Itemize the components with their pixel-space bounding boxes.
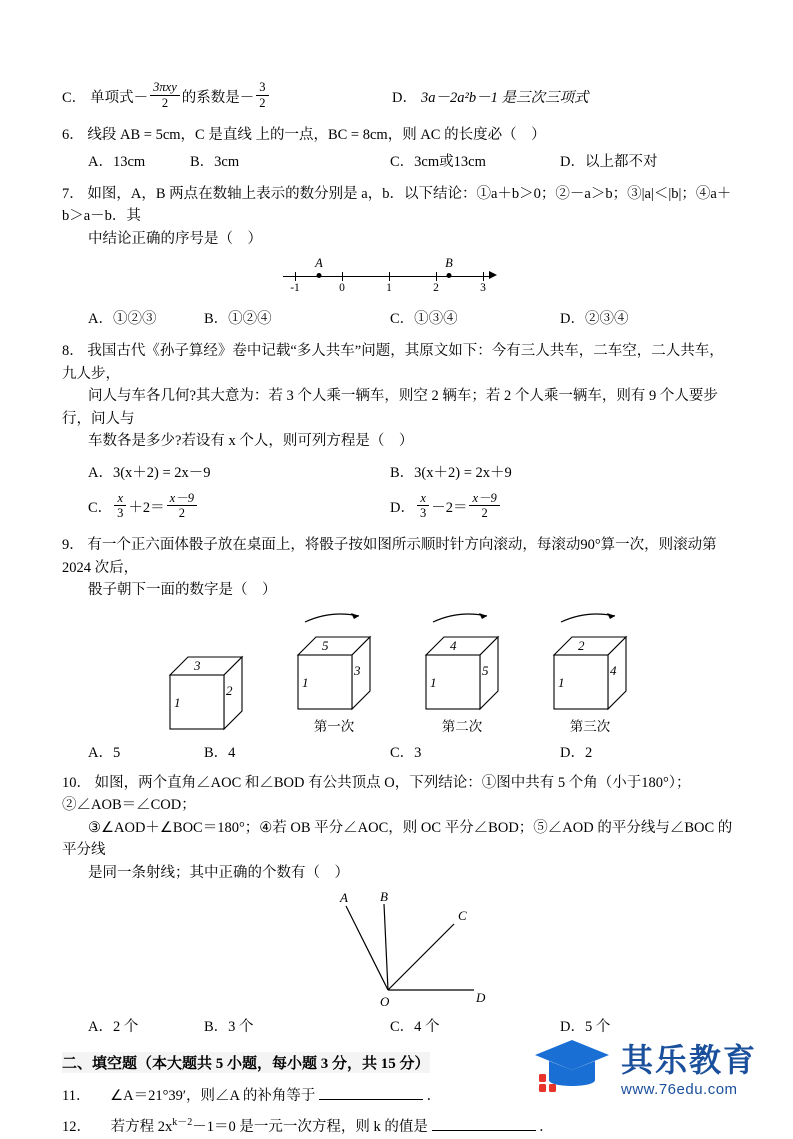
q6-option-c[interactable]	[390, 150, 560, 171]
q7-line-1	[62, 183, 734, 228]
question-6	[62, 124, 734, 171]
rotation-arrow-icon	[282, 610, 386, 631]
q10-line-1	[62, 772, 734, 817]
dice-3	[538, 637, 642, 735]
q8-d-frac-1-den: 3	[419, 506, 427, 521]
q7-line-1-text: 如图，A，B 两点在数轴上表示的数分别是 a，b．以下结论：①a＋b＞0；②－a＞b；③|a|＜|b|；④a＋b＞a－b．其	[62, 185, 732, 225]
q7-tick-label-3: 2	[433, 282, 439, 295]
question-5-tail	[62, 81, 734, 112]
q10-line-3	[62, 862, 734, 884]
q11-text: ∠A＝21°39′，则∠A 的补角等于	[110, 1087, 316, 1104]
q10-option-c-text: C．4 个	[390, 1018, 440, 1035]
q8-option-c-mid: ＋2＝	[128, 500, 165, 517]
q9-number: 9．	[62, 537, 84, 554]
site-logo	[533, 1035, 757, 1098]
q8-option-b[interactable]	[390, 461, 512, 482]
dice-3-top-number: 2	[578, 637, 585, 653]
q7-number: 7．	[62, 185, 84, 202]
dice-0-top-number: 3	[194, 657, 201, 673]
q8-option-d-label: D．	[390, 500, 415, 517]
q7-option-b[interactable]	[204, 307, 390, 328]
q10-option-d-text: D．5 个	[560, 1018, 611, 1035]
q7-option-d[interactable]	[560, 307, 628, 328]
q7-option-c[interactable]	[390, 307, 560, 328]
question-9	[62, 534, 734, 761]
q5-option-c[interactable]	[62, 81, 392, 112]
q5-frac-2-den: 2	[259, 95, 266, 110]
graduation-cap-icon	[533, 1036, 611, 1098]
q10-label-B: B	[380, 889, 388, 904]
q9-option-a-text: A．5	[88, 744, 121, 761]
dice-0-front-number: 1	[174, 694, 181, 710]
q8-d-frac-1-num: x	[417, 491, 429, 507]
rotation-arrow-icon	[410, 610, 514, 631]
dice-1-caption: 第一次	[313, 718, 355, 734]
q10-number: 10．	[62, 774, 91, 791]
q9-rotation-arrows	[62, 610, 734, 631]
q8-c-frac-1-num: x	[114, 491, 126, 507]
q10-option-b[interactable]	[204, 1015, 390, 1036]
dice-1-side-number: 3	[354, 662, 361, 678]
q12-exponent: k－2	[172, 1117, 193, 1129]
q6-option-d[interactable]	[560, 150, 657, 171]
q5-frac-1-num: 3πxy	[150, 80, 180, 96]
q8-line-2-text: 问人与车各几何?其大意为：若 3 个人乘一辆车，则空 2 辆车；若 2 个人乘一辆车，则有 9 个人要步行，问人与	[62, 388, 718, 427]
q9-line-1-text: 有一个正六面体骰子放在桌面上，将骰子按如图所示顺时针方向滚动，每滚动90°算一次，则滚动第 2024 次后，	[62, 537, 717, 576]
q9-option-b[interactable]	[204, 741, 390, 762]
q8-line-3-text: 车数各是多少?若设有 x 个人，则可列方程是（ ）	[88, 433, 414, 450]
q9-line-1	[62, 534, 734, 579]
q10-label-C: C	[458, 907, 467, 923]
q10-line-1-text: 如图，两个直角∠AOC 和∠BOD 有公共顶点 O，下列结论：①图中共有 5 个角（小于180°）；②∠AOB＝∠COD；	[62, 774, 691, 814]
dice-1-front-number: 1	[302, 674, 309, 690]
q12-text-mid: －1＝0 是一元一次方程，则 k 的值是	[192, 1119, 428, 1136]
q7-point-label-a: A	[315, 256, 323, 271]
q7-tick-label-4: 3	[480, 282, 486, 295]
q10-option-c[interactable]	[390, 1015, 560, 1036]
q8-option-a-text: A．3(x＋2) = 2x－9	[88, 464, 211, 481]
question-10	[62, 772, 734, 1036]
q8-line-1	[62, 340, 734, 385]
logo-text	[621, 1035, 757, 1098]
rotation-arrow-icon	[538, 610, 642, 631]
q10-line-2	[62, 817, 734, 862]
q7-tick-label-0: -1	[290, 282, 300, 295]
q8-c-frac-1	[114, 491, 126, 522]
q7-option-b-text: B．①②④	[204, 311, 272, 328]
q5-option-d-label: D．	[392, 89, 417, 106]
q7-point-label-b: B	[445, 256, 453, 271]
q6-option-b[interactable]	[190, 150, 390, 171]
q8-option-a[interactable]	[88, 461, 390, 482]
q5-option-c-eq: －	[239, 89, 255, 106]
q7-tick-label-2: 1	[386, 282, 392, 295]
dice-1-top-number: 5	[322, 637, 329, 653]
q7-option-a-text: A．①②③	[88, 311, 157, 328]
q11-number: 11．	[62, 1087, 91, 1104]
dice-2-top-number: 4	[450, 637, 457, 653]
q6-option-b-text: B．3cm	[190, 153, 240, 170]
q10-angle-figure	[62, 890, 734, 1013]
q5-option-d-text: 3a－2a²b－1 是三次三项式	[420, 89, 589, 106]
q12-period: ．	[539, 1119, 554, 1136]
q10-line-3-text: 是同一条射线；其中正确的个数有（ ）	[88, 864, 349, 881]
q5-option-c-minus: －	[133, 89, 149, 106]
q6-stem	[62, 124, 734, 146]
q9-option-c-text: C．3	[390, 744, 422, 761]
dice-0	[154, 657, 258, 735]
q11-answer-blank[interactable]	[319, 1086, 423, 1100]
dice-3-side-number: 4	[610, 662, 617, 678]
question-7	[62, 183, 734, 328]
q6-stem-text: 线段 AB = 5cm，C 是直线 上的一点，BC = 8cm，则 AC 的长度必（ ）	[87, 126, 546, 143]
q5-frac-2	[256, 80, 268, 111]
q10-line-2-text: ③∠AOD＋∠BOC＝180°；④若 OB 平分∠AOC，则 OC 平分∠BOD；⑤∠AOD 的平分线与∠BOC 的平分线	[62, 819, 733, 859]
section-2-title: 二、填空题（本大题共 5 小题，每小题 3 分，共 15 分）	[62, 1052, 430, 1073]
q7-line-2	[62, 228, 734, 250]
dice-3-caption: 第三次	[569, 718, 611, 734]
q8-d-frac-2-den: 2	[481, 506, 488, 521]
q5-frac-1-den: 2	[161, 95, 169, 110]
q8-d-frac-1	[417, 491, 429, 522]
dice-2-side-number: 5	[482, 662, 489, 678]
q8-option-c-label: C．	[88, 500, 113, 517]
q11-period: ．	[426, 1087, 442, 1104]
q8-c-frac-1-den: 3	[117, 506, 124, 521]
logo-url: www.76edu.com	[620, 1081, 738, 1098]
logo-brand-name: 其乐教育	[620, 1042, 757, 1078]
dice-2-caption: 第二次	[441, 718, 483, 734]
dice-0-side-number: 2	[226, 682, 233, 698]
q9-option-a[interactable]	[88, 741, 204, 762]
dice-1	[282, 637, 386, 735]
q9-dice-figure	[62, 637, 734, 735]
q7-tick-label-1: 0	[339, 282, 345, 295]
dice-2	[410, 637, 514, 735]
q7-number-line-figure	[62, 256, 734, 305]
question-12	[62, 1115, 734, 1138]
q9-option-c[interactable]	[390, 741, 560, 762]
q7-option-a[interactable]	[88, 307, 204, 328]
dice-3-front-number: 1	[558, 674, 565, 690]
q9-line-2	[62, 579, 734, 601]
q8-d-frac-2	[469, 491, 499, 522]
dice-2-front-number: 1	[430, 674, 437, 690]
q6-option-a[interactable]	[88, 150, 190, 171]
q8-option-d[interactable]	[390, 492, 502, 523]
q5-option-c-label: C．	[62, 89, 87, 106]
q8-line-2	[62, 385, 734, 430]
q9-option-d[interactable]	[560, 741, 592, 762]
q8-option-c[interactable]	[88, 492, 390, 523]
q5-option-c-text-b: 的系数是	[181, 89, 240, 106]
q12-number: 12．	[62, 1119, 91, 1136]
q10-option-a-text: A．2 个	[88, 1018, 139, 1035]
q8-number: 8．	[62, 343, 84, 360]
q6-option-c-text: C．3cm或13cm	[390, 153, 486, 170]
q10-option-a[interactable]	[88, 1015, 204, 1036]
q6-option-a-text: A．13cm	[88, 153, 146, 170]
q9-option-d-text: D．2	[560, 744, 593, 761]
q7-option-d-text: D．②③④	[560, 311, 629, 328]
q9-option-b-text: B．4	[204, 744, 236, 761]
q6-option-d-text: D．以上都不对	[560, 153, 658, 170]
q10-label-D: D	[476, 989, 486, 1005]
q9-line-2-text: 骰子朝下一面的数字是（ ）	[88, 582, 277, 599]
q8-c-frac-2	[167, 491, 197, 522]
q10-label-A: A	[340, 889, 348, 905]
q8-line-3	[62, 430, 734, 452]
q7-line-2-text: 中结论正确的序号是（ ）	[88, 230, 262, 247]
q5-frac-2-num: 3	[256, 80, 268, 96]
question-8	[62, 340, 734, 522]
page-content	[62, 78, 734, 1139]
q8-option-b-text: B．3(x＋2) = 2x＋9	[390, 464, 512, 481]
q5-frac-1	[150, 80, 180, 111]
q5-option-c-text-a: 单项式	[90, 89, 134, 106]
q8-c-frac-2-den: 2	[178, 506, 185, 521]
q12-text-pre: 若方程 2x	[110, 1119, 173, 1136]
q10-option-b-text: B．3 个	[204, 1018, 254, 1035]
q8-d-frac-2-num: x－9	[469, 491, 499, 507]
q8-line-1-text: 我国古代《孙子算经》卷中记载“多人共车”问题，其原文如下：今有三人共车，二车空，二人共车，九人步，	[62, 343, 724, 382]
q7-option-c-text: C．①③④	[390, 311, 458, 328]
q8-c-frac-2-num: x－9	[167, 491, 197, 507]
q8-option-d-mid: －2＝	[431, 500, 468, 517]
q5-option-d[interactable]	[392, 86, 588, 107]
q10-option-d[interactable]	[560, 1015, 610, 1036]
q12-answer-blank[interactable]	[432, 1117, 536, 1131]
q10-label-O: O	[380, 993, 390, 1008]
q6-number: 6．	[62, 126, 84, 143]
